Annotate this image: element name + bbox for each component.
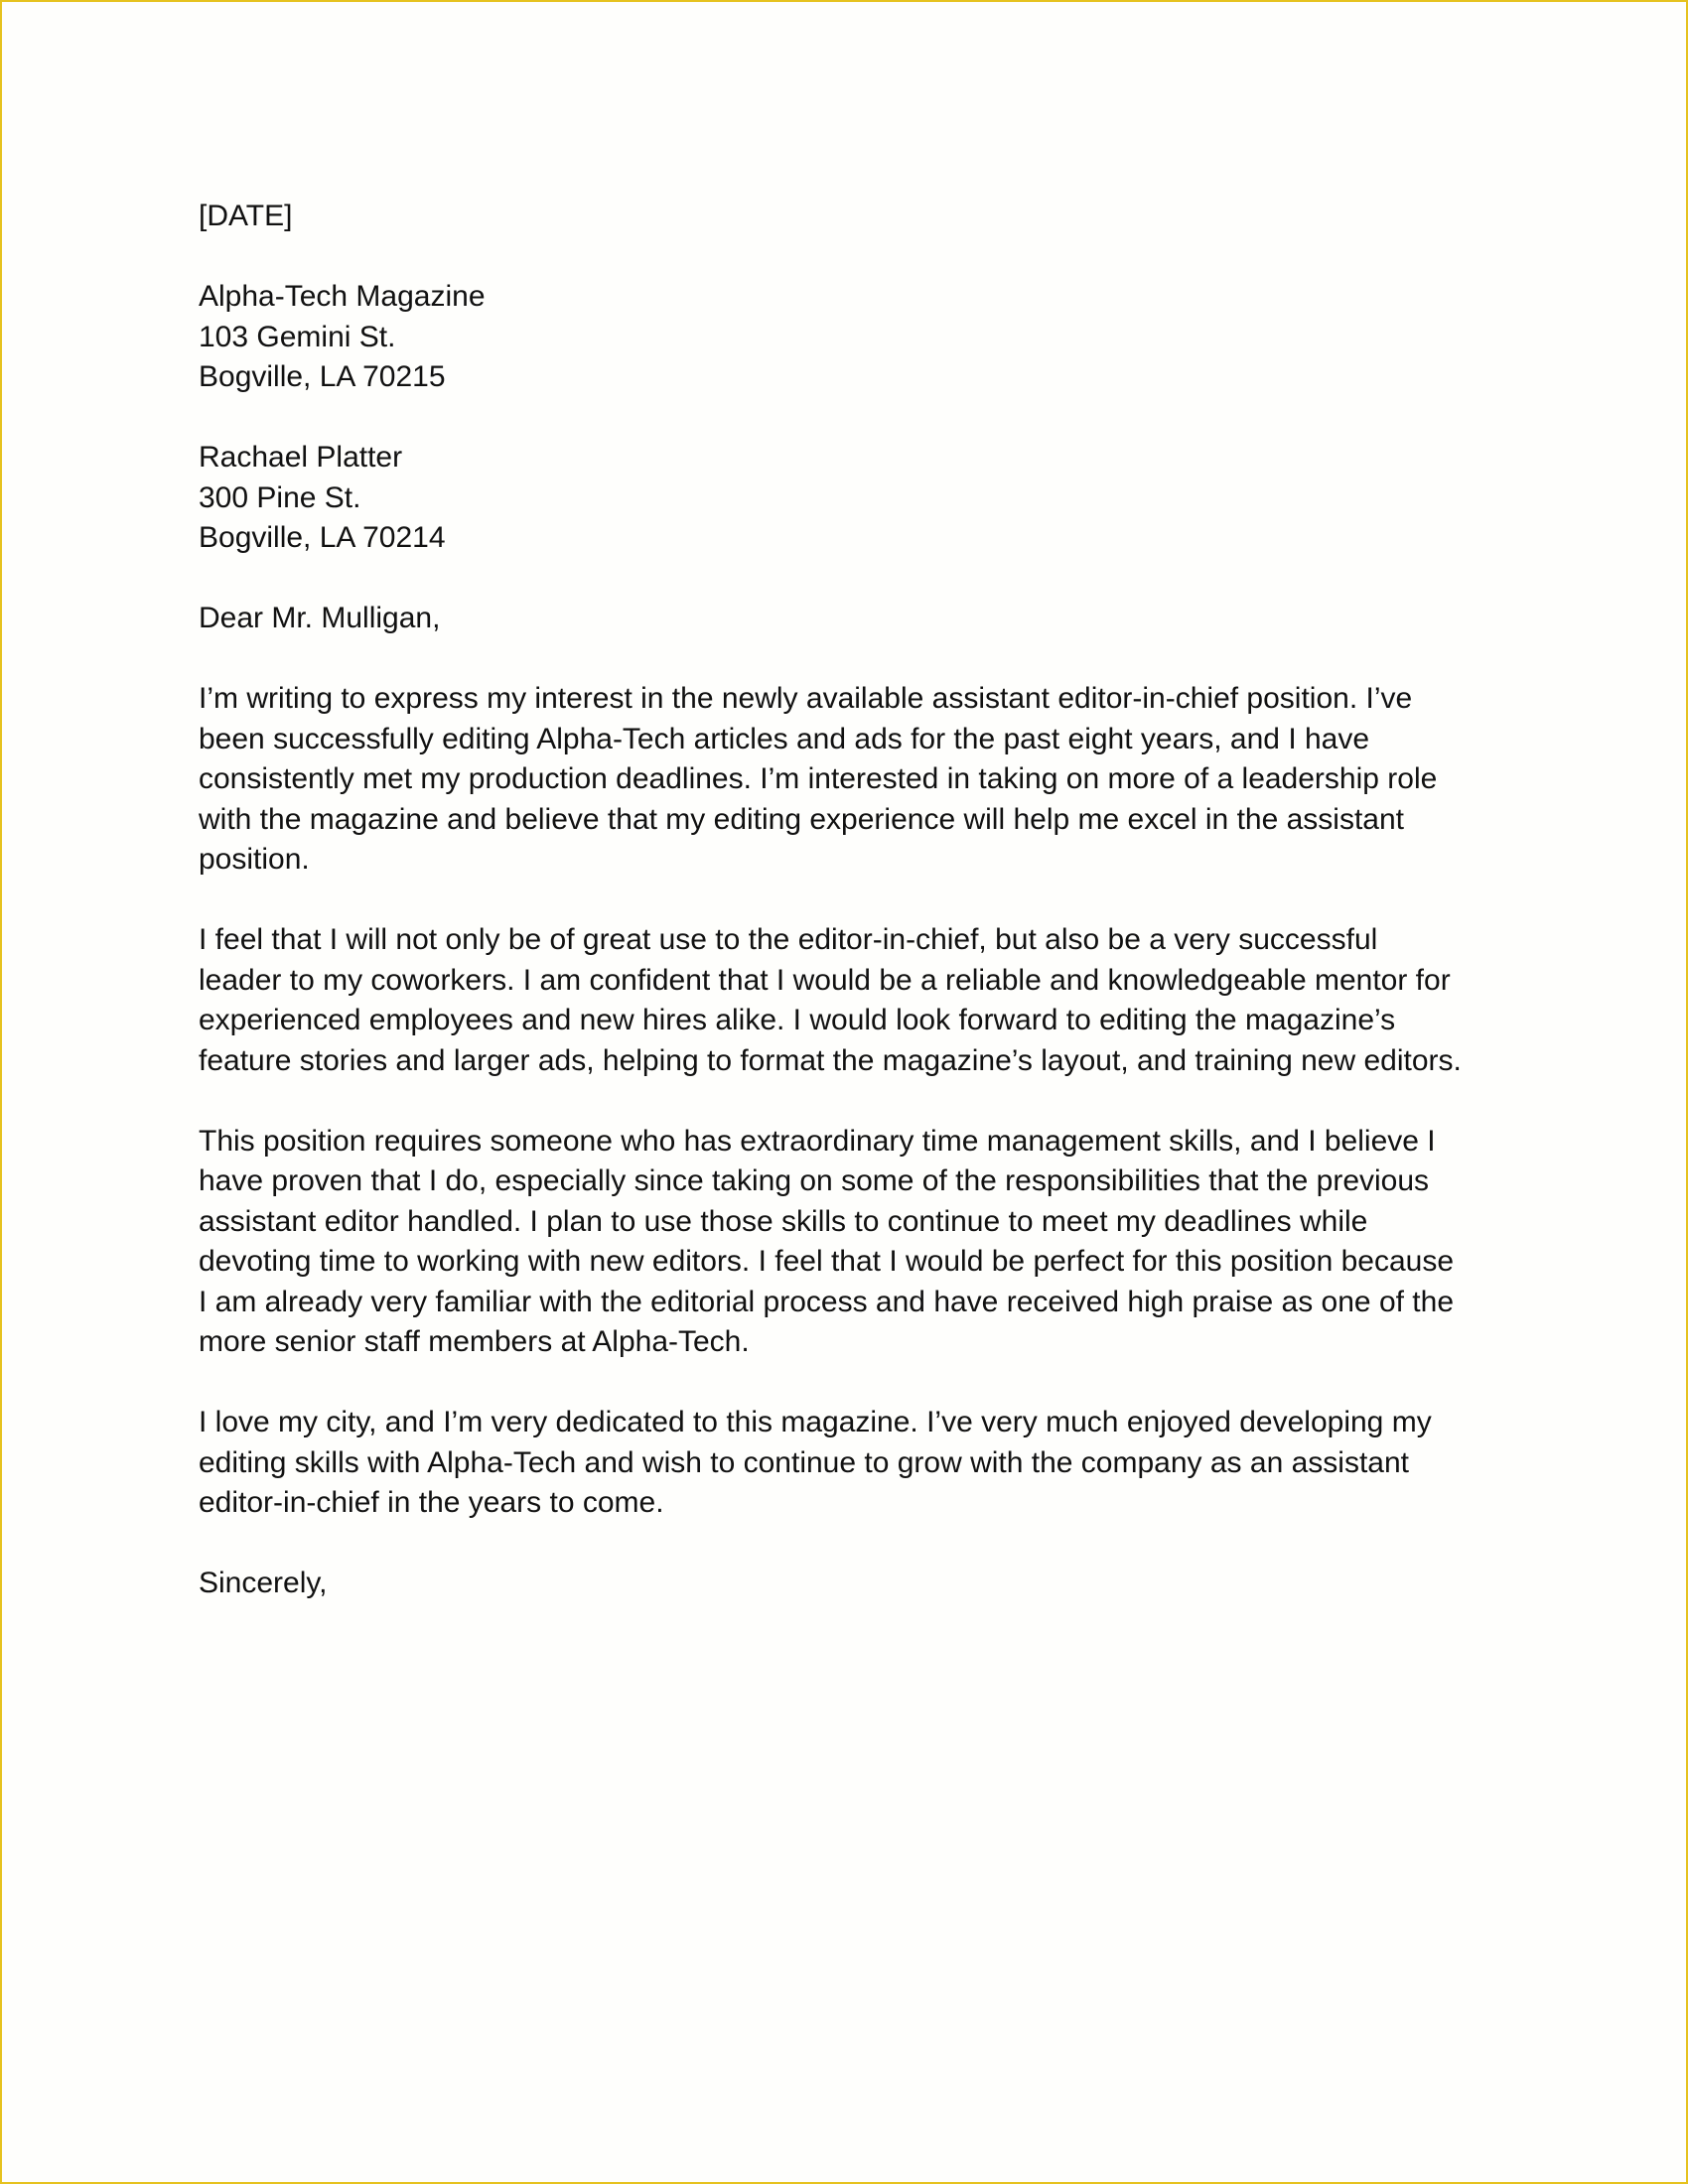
sender-city: Bogville, LA 70214 [199,521,446,554]
closing: Sincerely, [199,1567,328,1599]
paragraph-line: I love my city, and I’m very dedicated to this magazine. I’ve very much enjoyed developing my [199,1406,1432,1438]
body-paragraph-1 [199,679,1509,881]
salutation: Dear Mr. Mulligan, [199,602,441,634]
paragraph-line: devoting time to working with new editors. I feel that I would be perfect for this position because [199,1245,1455,1278]
paragraph-line: been successfully editing Alpha-Tech articles and ads for the past eight years, and I have [199,722,1370,755]
paragraph-line: I am already very familiar with the editorial process and have received high praise as one of the [199,1285,1454,1318]
paragraph-line: This position requires someone who has extraordinary time management skills, and I believe I [199,1124,1436,1158]
paragraph-line: I’m writing to express my interest in the newly available assistant editor-in-chief position. I’ve [199,682,1413,715]
paragraph-line: position. [199,843,310,876]
date-line: [DATE] [199,200,293,232]
recipient-city: Bogville, LA 70215 [199,360,446,393]
paragraph-line: have proven that I do, especially since taking on some of the responsibilities that the previous [199,1164,1430,1197]
paragraph-line: editing skills with Alpha-Tech and wish to continue to grow with the company as an assistant [199,1445,1409,1479]
spacer [199,881,1509,921]
paragraph-line: leader to my coworkers. I am confident that I would be a reliable and knowledgeable mentor for [199,963,1451,997]
paragraph-line: with the magazine and believe that my editing experience will help me excel in the assistant [199,802,1405,836]
body-paragraph-2 [199,920,1509,1081]
paragraph-line: experienced employees and new hires alike. I would look forward to editing the magazine’s [199,1004,1396,1036]
spacer [199,639,1509,680]
spacer [199,1524,1509,1565]
spacer [199,398,1509,439]
body-paragraph-3 [199,1122,1509,1363]
paragraph-line: assistant editor handled. I plan to use those skills to continue to meet my deadlines while [199,1204,1368,1238]
paragraph-line: editor-in-chief in the years to come. [199,1486,664,1519]
recipient-name: Alpha-Tech Magazine [199,280,486,313]
sender-name: Rachael Platter [199,441,403,474]
letter-body [199,197,1509,1604]
paragraph-line: feature stories and larger ads, helping to format the magazine’s layout, and training new editors. [199,1043,1462,1077]
spacer [199,237,1509,278]
spacer [199,1363,1509,1404]
sender-street: 300 Pine St. [199,480,361,514]
paragraph-line: more senior staff members at Alpha-Tech. [199,1325,750,1358]
paragraph-line: I feel that I will not only be of great use to the editor-in-chief, but also be a very successful [199,923,1378,956]
body-paragraph-4 [199,1403,1509,1524]
recipient-street: 103 Gemini St. [199,320,396,353]
spacer [199,1081,1509,1122]
sender-address [199,438,1509,559]
paragraph-line: consistently met my production deadlines. I’m interested in taking on more of a leadership role [199,762,1438,795]
recipient-address [199,277,1509,398]
spacer [199,559,1509,600]
